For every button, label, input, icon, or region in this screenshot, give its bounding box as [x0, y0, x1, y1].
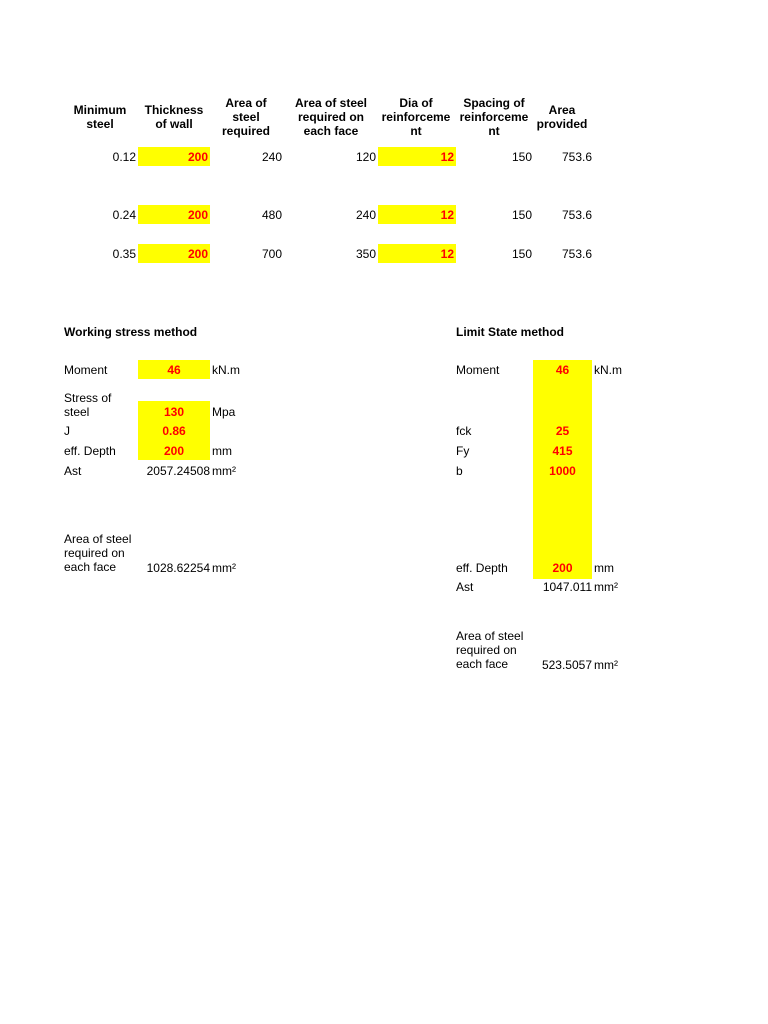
lsm-moment-input[interactable]: 46 [555, 363, 570, 377]
header-spacing-of-reinforcement: Spacing of reinforceme nt [459, 96, 529, 138]
cell-thickness-input[interactable]: 200 [187, 247, 208, 261]
cell-area-required[interactable]: 480 [261, 208, 282, 222]
cell-area-required[interactable]: 240 [261, 150, 282, 164]
wsm-moment-unit: kN.m [212, 363, 240, 377]
cell-spacing[interactable]: 150 [511, 247, 532, 261]
lsm-b-input[interactable]: 1000 [549, 464, 576, 478]
wsm-moment-label: Moment [64, 363, 108, 377]
lsm-fck-input[interactable]: 25 [555, 424, 570, 438]
cell-area-required[interactable]: 700 [261, 247, 282, 261]
cell-dia-input[interactable]: 12 [440, 208, 454, 222]
wsm-area-each-face-unit: mm² [212, 561, 236, 575]
lsm-area-each-face-label: Area of steel required on each face [456, 629, 524, 671]
lsm-moment-unit: kN.m [594, 363, 622, 377]
lsm-ast-value[interactable]: 1047.011 [542, 580, 592, 594]
lsm-ast-label: Ast [456, 580, 474, 594]
wsm-ast-unit: mm² [212, 464, 236, 478]
lsm-area-each-face-unit: mm² [594, 658, 618, 672]
lsm-depth-input[interactable]: 200 [552, 561, 573, 575]
cell-thickness-input[interactable]: 200 [187, 150, 208, 164]
lsm-fy-label: Fy [456, 444, 470, 458]
cell-area-provided[interactable]: 753.6 [561, 208, 592, 222]
wsm-ast-value[interactable]: 2057.24508 [146, 464, 210, 478]
wsm-title: Working stress method [64, 325, 198, 339]
lsm-b-label: b [456, 464, 463, 478]
wsm-area-each-face-value[interactable]: 1028.62254 [146, 561, 210, 575]
lsm-title: Limit State method [456, 325, 565, 339]
lsm-depth-unit: mm [594, 561, 614, 575]
cell-area-provided[interactable]: 753.6 [561, 150, 592, 164]
header-minimum-steel: Minimum steel [73, 103, 127, 131]
wsm-area-each-face-label: Area of steel required on each face [64, 532, 132, 574]
cell-thickness-input[interactable]: 200 [187, 208, 208, 222]
cell-area-each-face[interactable]: 350 [355, 247, 376, 261]
header-area-of-steel-each-face: Area of steel required on each face [294, 96, 368, 138]
cell-min-steel[interactable]: 0.12 [112, 150, 136, 164]
wsm-stress-unit: Mpa [212, 405, 236, 419]
cell-dia-input[interactable]: 12 [440, 247, 454, 261]
cell-min-steel[interactable]: 0.35 [112, 247, 136, 261]
cell-spacing[interactable]: 150 [511, 150, 532, 164]
header-thickness-of-wall: Thickness of wall [144, 103, 204, 131]
lsm-area-each-face-value[interactable]: 523.5057 [541, 658, 592, 672]
header-dia-of-reinforcement: Dia of reinforceme nt [381, 96, 451, 138]
wsm-stress-label: Stress of steel [64, 391, 112, 419]
header-area-of-steel-required: Area of steel required [221, 96, 270, 138]
cell-area-each-face[interactable]: 120 [355, 150, 376, 164]
lsm-fy-input[interactable]: 415 [552, 444, 573, 458]
wsm-j-input[interactable]: 0.86 [162, 424, 186, 438]
wsm-moment-input[interactable]: 46 [167, 363, 181, 377]
wsm-depth-input[interactable]: 200 [163, 444, 185, 458]
header-area-provided: Area provided [536, 103, 588, 131]
cell-spacing[interactable]: 150 [511, 208, 532, 222]
cell-area-each-face[interactable]: 240 [355, 208, 376, 222]
wsm-stress-input[interactable]: 130 [163, 405, 185, 419]
lsm-fck-label: fck [456, 424, 472, 438]
lsm-moment-label: Moment [456, 363, 500, 377]
cell-dia-input[interactable]: 12 [440, 150, 454, 164]
wsm-j-label: J [64, 424, 70, 438]
lsm-ast-unit: mm² [594, 580, 618, 594]
wsm-ast-label: Ast [64, 464, 82, 478]
lsm-depth-label: eff. Depth [456, 561, 508, 575]
cell-area-provided[interactable]: 753.6 [561, 247, 592, 261]
cell-min-steel[interactable]: 0.24 [112, 208, 136, 222]
wsm-depth-unit: mm [212, 444, 232, 458]
wsm-depth-label: eff. Depth [64, 444, 116, 458]
